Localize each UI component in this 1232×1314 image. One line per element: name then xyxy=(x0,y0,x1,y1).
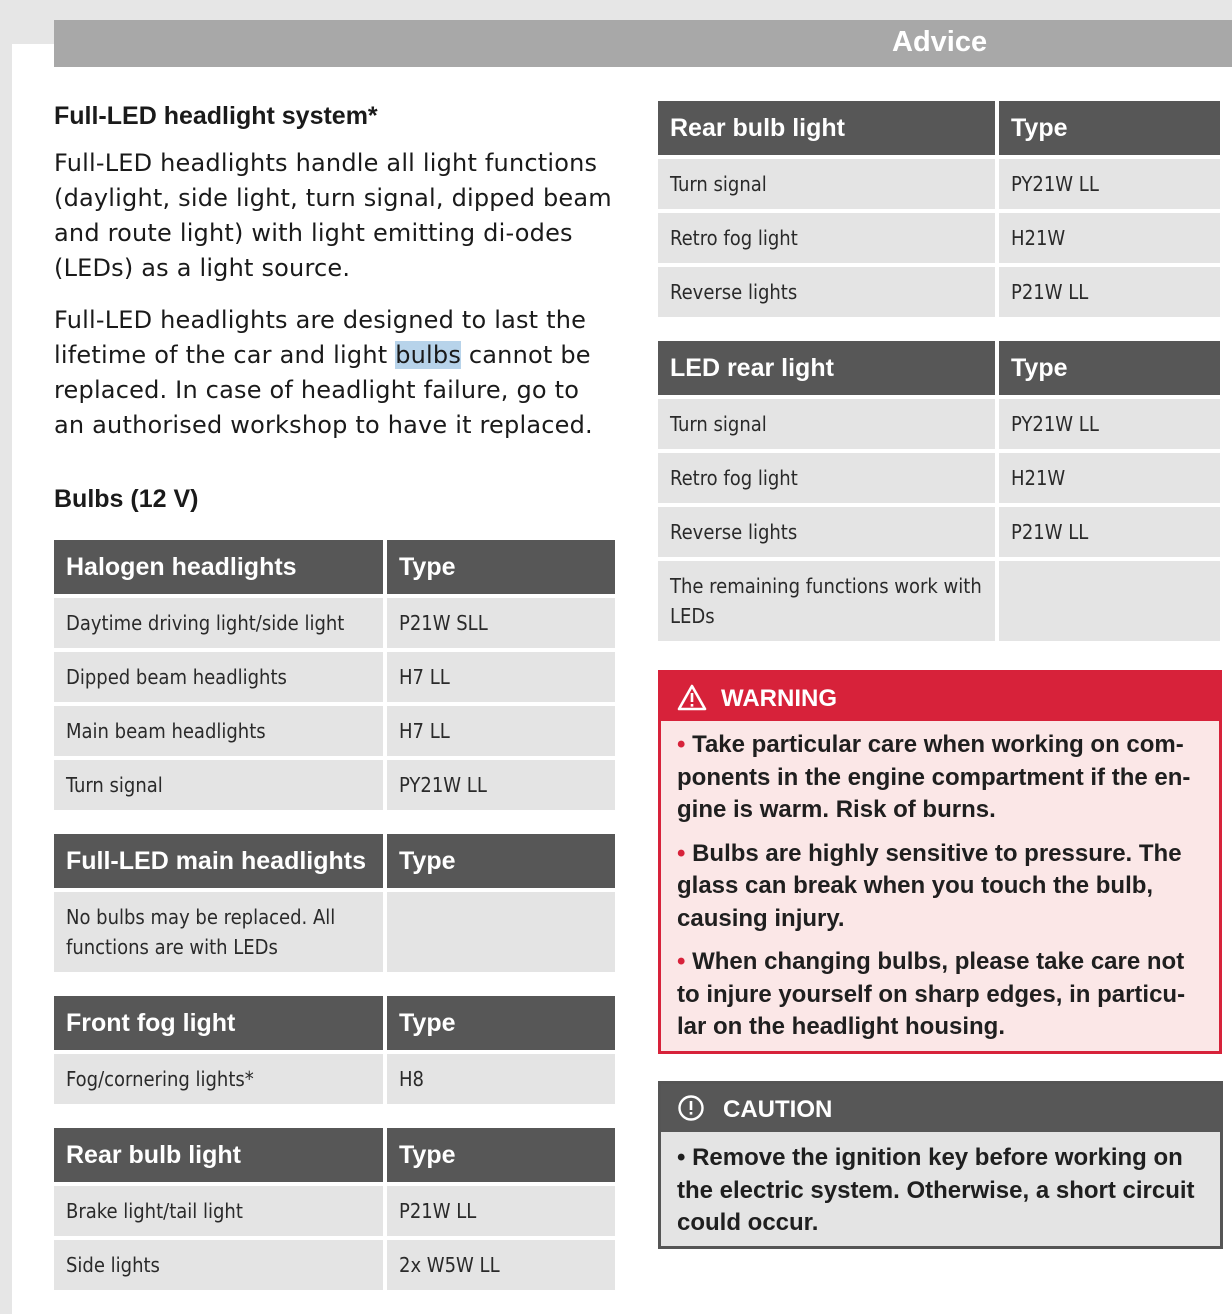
table-type-header: Type xyxy=(387,996,615,1050)
table-row xyxy=(658,399,1220,449)
front-fog-light-table xyxy=(50,992,619,1108)
left-column xyxy=(54,100,615,1294)
table-row xyxy=(658,267,1220,317)
warning-item xyxy=(677,946,1203,1044)
bulb-type: PY21W LL xyxy=(999,399,1220,449)
header-bar xyxy=(54,20,1232,67)
table-row xyxy=(658,507,1220,557)
bulb-type: P21W LL xyxy=(999,267,1220,317)
bulb-function: Daytime driving light/side light xyxy=(54,598,383,648)
table-header-row xyxy=(54,834,615,888)
bulb-type: H7 LL xyxy=(387,652,615,702)
table-header-row xyxy=(658,341,1220,395)
table-row xyxy=(658,561,1220,641)
fullled-heading: Full-LED headlight system* xyxy=(54,102,378,130)
table-header-cell: Full-LED main headlights xyxy=(54,834,383,888)
table-header-row xyxy=(54,1128,615,1182)
bullet: • xyxy=(677,1144,686,1171)
table-header-row xyxy=(54,540,615,594)
caution-box xyxy=(658,1081,1223,1249)
table-row xyxy=(54,760,615,810)
caution-text: Remove the ignition key before working on the electric system. Otherwise, a short circuit could occur. xyxy=(677,1144,1195,1236)
table-header-cell: Rear bulb light xyxy=(658,101,995,155)
bulb-function: Retro fog light xyxy=(658,213,995,263)
bulb-function: No bulbs may be replaced. All functions are with LEDs xyxy=(54,892,383,972)
fullled-paragraph-1: Full-LED headlights handle all light functions (daylight, side light, turn signal, dipped beam and route light) with light emitting di-odes (LEDs) as a light source. xyxy=(54,149,612,282)
bulb-type: PY21W LL xyxy=(999,159,1220,209)
bulb-function: Reverse lights xyxy=(658,507,995,557)
rear-bulb-light-table-right xyxy=(654,97,1224,321)
table-header-cell: LED rear light xyxy=(658,341,995,395)
bulb-type: H7 LL xyxy=(387,706,615,756)
table-row xyxy=(54,598,615,648)
table-type-header: Type xyxy=(387,540,615,594)
highlighted-word[interactable]: bulbs xyxy=(395,341,462,369)
table-type-header: Type xyxy=(387,1128,615,1182)
bulb-function: Fog/cornering lights* xyxy=(54,1054,383,1104)
table-row xyxy=(54,1186,615,1236)
bulb-function: Turn signal xyxy=(54,760,383,810)
rear-bulb-light-table-left xyxy=(50,1124,619,1294)
table-type-header: Type xyxy=(999,341,1220,395)
bullet: • xyxy=(677,948,686,975)
para2-text-after: cannot be replaced. In case of headlight failure, go to an authorised workshop to have it replaced. xyxy=(54,341,593,439)
bulb-type: P21W LL xyxy=(999,507,1220,557)
para2-text-before: Full-LED headlights are designed to last the lifetime of the car and light xyxy=(54,306,587,369)
bulb-type: P21W LL xyxy=(387,1186,615,1236)
bullet: • xyxy=(677,839,686,867)
table-row xyxy=(54,1054,615,1104)
caution-header xyxy=(661,1084,1220,1132)
warning-triangle-icon xyxy=(677,684,707,711)
caution-body xyxy=(661,1132,1220,1240)
bulb-function: Side lights xyxy=(54,1240,383,1290)
table-row xyxy=(54,652,615,702)
bulb-function: Reverse lights xyxy=(658,267,995,317)
table-row xyxy=(54,706,615,756)
bulb-function: Retro fog light xyxy=(658,453,995,503)
fullled-main-headlights-table xyxy=(50,830,619,976)
warning-header xyxy=(661,673,1219,721)
warning-item xyxy=(677,729,1203,827)
bulb-type: P21W SLL xyxy=(387,598,615,648)
bulb-type: H21W xyxy=(999,213,1220,263)
table-header-cell: Front fog light xyxy=(54,996,383,1050)
bulb-type: H21W xyxy=(999,453,1220,503)
warning-body xyxy=(661,721,1219,1044)
warning-text: Bulbs are highly sensitive to pressure. The glass can break when you touch the bulb, causing injury. xyxy=(677,839,1182,932)
table-header-row xyxy=(54,996,615,1050)
bulbs-heading: Bulbs (12 V) xyxy=(54,485,199,513)
right-column xyxy=(658,101,1220,645)
led-rear-light-table xyxy=(654,337,1224,645)
bulb-function: Dipped beam headlights xyxy=(54,652,383,702)
bulb-function: Turn signal xyxy=(658,159,995,209)
bulb-function: Brake light/tail light xyxy=(54,1186,383,1236)
exclamation-circle-icon xyxy=(677,1094,705,1122)
bulb-type: PY21W LL xyxy=(387,760,615,810)
bulb-function: Main beam headlights xyxy=(54,706,383,756)
table-row xyxy=(54,892,615,972)
bulb-function: Turn signal xyxy=(658,399,995,449)
warning-item xyxy=(677,838,1203,936)
section-title: Advice xyxy=(892,26,988,58)
table-header-cell: Halogen headlights xyxy=(54,540,383,594)
table-type-header: Type xyxy=(999,101,1220,155)
bullet: • xyxy=(677,731,686,758)
caution-item xyxy=(677,1142,1204,1240)
bulb-type xyxy=(387,892,615,972)
halogen-headlights-table xyxy=(50,536,619,814)
warning-text: Take particular care when working on com-ponents in the engine compartment if the en-gine is warm. Risk of burns. xyxy=(677,731,1191,823)
fullled-paragraph-2 xyxy=(54,303,615,443)
table-row xyxy=(658,159,1220,209)
warning-title: WARNING xyxy=(721,685,837,712)
table-row xyxy=(54,1240,615,1290)
table-row xyxy=(658,453,1220,503)
bulb-type: H8 xyxy=(387,1054,615,1104)
table-type-header: Type xyxy=(387,834,615,888)
bulb-type: 2x W5W LL xyxy=(387,1240,615,1290)
table-row xyxy=(658,213,1220,263)
warning-box xyxy=(658,670,1222,1054)
caution-title: CAUTION xyxy=(723,1096,833,1123)
table-header-row xyxy=(658,101,1220,155)
table-header-cell: Rear bulb light xyxy=(54,1128,383,1182)
warning-text: When changing bulbs, please take care not to injure yourself on sharp edges, in particu-lar on the headlight housing. xyxy=(677,948,1186,1040)
bulb-function: The remaining functions work with LEDs xyxy=(658,561,995,641)
bulb-type xyxy=(999,561,1220,641)
